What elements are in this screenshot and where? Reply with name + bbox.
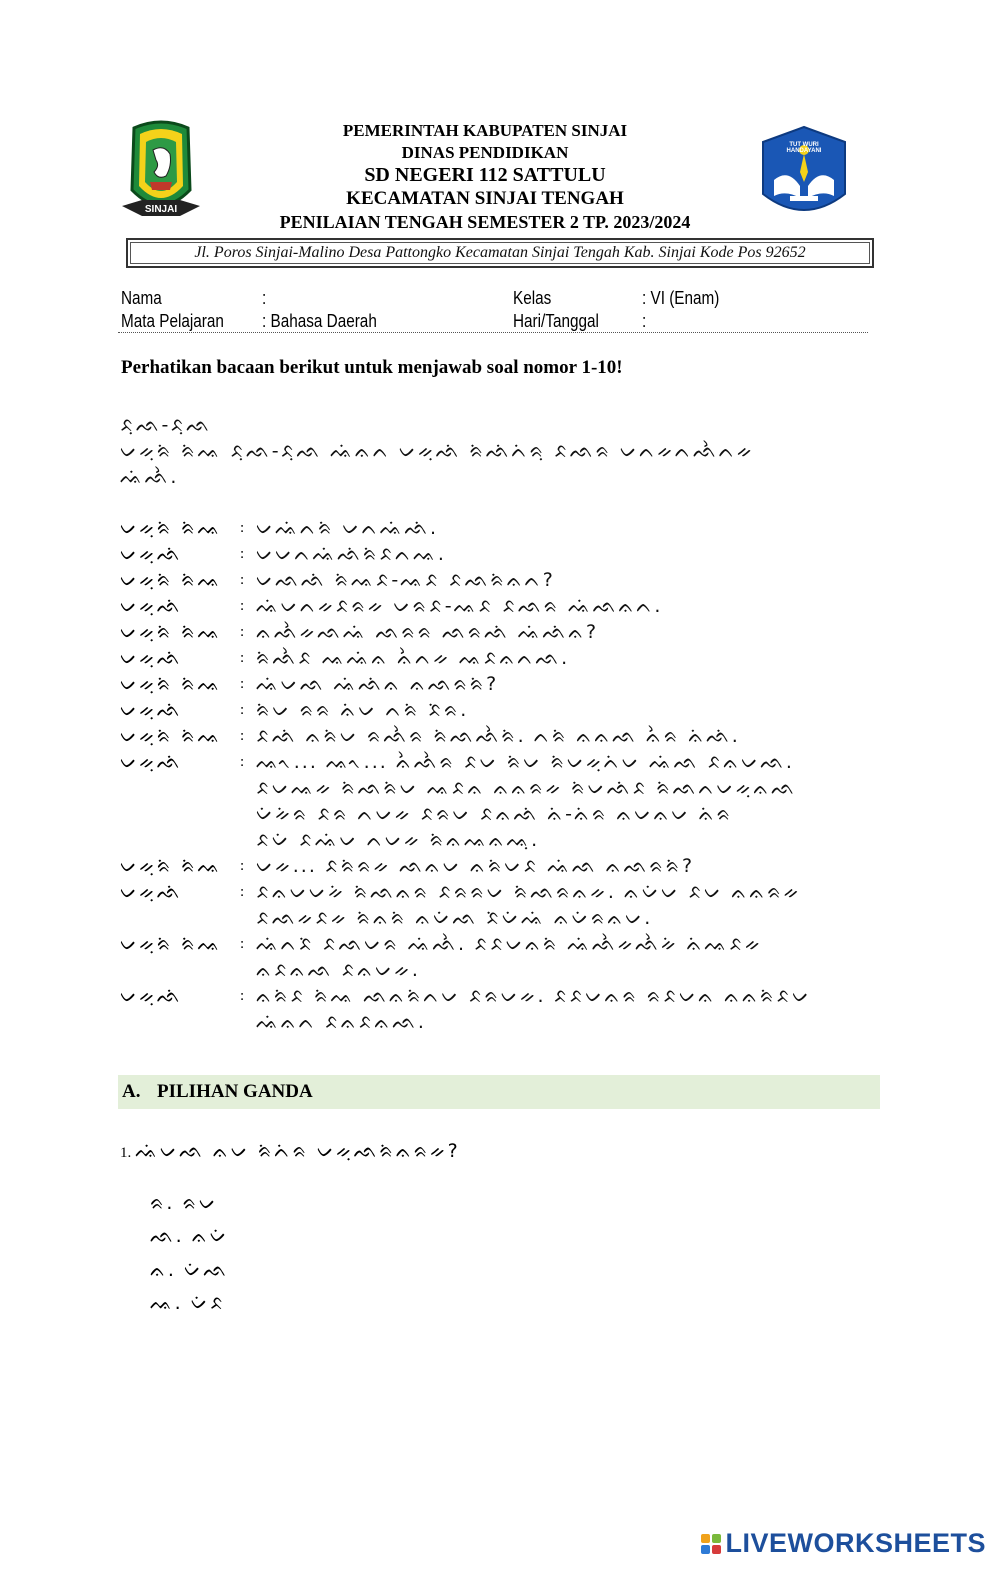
dialogue-colon: : (240, 650, 245, 666)
nama-value[interactable]: : (262, 288, 267, 308)
dialogue-text: ᨕᨚ... ᨕᨚ... ᨊᨛᨒᨛᨑ ᨅᨆ ᨑᨗᨆ ᨑᨗᨆᨀᨘᨈᨗᨆ ᨕᨗᨒ ᨅᨊᨆᨒ. (256, 751, 794, 773)
instruction: Perhatikan bacaan berikut untuk menjawab soal nomor 1-10! (121, 357, 623, 378)
dialogue-speaker: ᨆᨀᨘᨑᨗ ᨑᨗᨕ (120, 569, 223, 591)
option-a[interactable] (150, 1192, 218, 1214)
right-logo-label: TUT WURI HANDAYANI (786, 142, 822, 154)
liveworksheets-logo-icon (701, 1534, 721, 1554)
kelas-value: : VI (Enam) (642, 288, 720, 308)
nama-label: Nama (121, 288, 162, 308)
question-text: ᨕᨗᨆᨒ ᨊᨆ ᨑᨗᨈᨗᨑ ᨆᨀᨘᨒᨑᨗᨊᨑᨀ? (135, 1140, 460, 1162)
section-a-title: PILIHAN GANDA (157, 1081, 313, 1102)
dialogue-speaker: ᨆᨀᨘᨒᨗ (120, 595, 183, 617)
hari-value[interactable]: : (642, 311, 647, 331)
dialogue-text-cont: ᨕᨗᨊᨈ ᨅᨊᨅᨊᨒ. (256, 1011, 426, 1033)
dialogue-text: ᨊᨒᨛᨀᨒᨕᨗ ᨒᨑᨑ ᨒᨑᨒᨗ ᨕᨗᨒᨗᨊ? (256, 621, 599, 643)
left-logo (120, 120, 202, 230)
option-c[interactable] (150, 1259, 229, 1281)
dialogue-colon: : (240, 702, 245, 718)
dialogue-text-cont: ᨅᨆᨗ ᨅᨕᨗᨆ ᨈᨆᨀ ᨑᨗᨊᨕᨊᨕᨘ. (256, 829, 540, 851)
dialogue-speaker: ᨆᨀᨘᨑᨗ ᨑᨗᨕ (120, 673, 223, 695)
reading-intro: ᨆᨀᨘᨑᨗ ᨑᨗᨕ ᨅᨘᨒ-ᨅᨘᨒ ᨕᨗᨊᨈ ᨆᨀᨘᨒᨗ ᨑᨗᨒᨗᨈᨗᨑᨘ ᨅᨒᨑ ᨆᨈᨀᨈᨒᨛᨈᨀ (120, 440, 755, 462)
address-box (126, 238, 874, 268)
mapel-label: Mata Pelajaran (121, 311, 224, 331)
dialogue-text: ᨑᨗᨒᨛᨅ ᨕᨕᨗᨊ ᨊᨛᨈᨀ ᨕᨅᨊᨈᨒ. (256, 647, 570, 669)
dialogue-speaker: ᨆᨀᨘᨒᨗ (120, 543, 183, 565)
dialogue-speaker: ᨆᨀᨘᨒᨗ (120, 985, 183, 1007)
left-logo-label: SINJAI (144, 204, 178, 215)
dialogue-colon: : (240, 988, 245, 1004)
dialogue-speaker: ᨆᨀᨘᨑᨗ ᨑᨗᨕ (120, 933, 223, 955)
option-text: ᨑᨆ (182, 1192, 219, 1214)
dialogue-text: ᨊᨑᨗᨅ ᨑᨗᨕ ᨒᨊᨑᨗᨈᨆ ᨅᨑᨆᨀ. ᨅᨅᨆᨊᨑ ᨑᨅᨆᨊ ᨊᨊᨑᨗᨅᨆ (256, 985, 812, 1007)
dialogue-text: ᨅᨒᨗ ᨊᨑᨗᨆ ᨑᨒᨛᨑ ᨑᨗᨒᨒᨛᨑᨗ. ᨈᨑᨗ ᨊᨊᨒ ᨊᨛᨑ ᨊᨗᨒᨗ. (256, 725, 740, 747)
dialogue-text: ᨑᨗᨆ ᨑᨑ ᨊᨗᨆ ᨈᨑᨗ ᨅᨗᨑ. (256, 699, 469, 721)
section-a-label: A. (122, 1081, 141, 1102)
dialogue-text: ᨕᨗᨆᨒ ᨕᨗᨒᨗᨊ ᨊᨒᨑᨑᨗ? (256, 673, 499, 695)
dialogue-text: ᨆᨒᨒᨗ ᨑᨗᨕᨅ-ᨕᨅ ᨅᨒᨑᨗᨊᨈ? (256, 569, 555, 591)
right-logo (752, 124, 856, 228)
option-letter: ᨒ. (150, 1225, 184, 1247)
tut-wuri-handayani-icon (752, 124, 856, 228)
dialogue-colon: : (240, 546, 245, 562)
option-d[interactable] (150, 1292, 226, 1314)
option-text: ᨆᨗᨒ (184, 1259, 229, 1281)
option-letter: ᨑ. (150, 1192, 175, 1214)
dialogue-speaker: ᨆᨀᨘᨒᨗ (120, 699, 183, 721)
question-number: 1. (120, 1145, 132, 1161)
dialogue-colon: : (240, 520, 245, 536)
dialogue-colon: : (240, 936, 245, 952)
dialogue-colon: : (240, 676, 245, 692)
mapel-value: : Bahasa Daerah (262, 311, 377, 331)
dialogue-colon: : (240, 884, 245, 900)
address-text: Jl. Poros Sinjai-Malino Desa Pattongko Kecamatan Sinjai Tengah Kab. Sinjai Kode Pos 92652 (194, 244, 806, 261)
dialogue-text: ᨆᨀ... ᨅᨑᨗᨑᨀ ᨒᨊᨆ ᨊᨑᨗᨆᨅ ᨕᨗᨒ ᨊᨒᨑᨑᨗ? (256, 855, 695, 877)
option-letter: ᨕ. (150, 1292, 183, 1314)
dialogue-speaker: ᨆᨀᨘᨑᨗ ᨑᨗᨕ (120, 725, 223, 747)
dialogue-text-cont: ᨅᨒᨀᨅᨀ ᨑᨗᨊᨑᨗ ᨊᨆᨗᨒ ᨅᨗᨆᨗᨕᨗ ᨊᨆᨗᨑᨊᨆ. (256, 907, 653, 929)
dialogue-colon: : (240, 858, 245, 874)
dialogue-text: ᨕᨗᨆᨈᨀᨅᨑᨀ ᨆᨑᨅ-ᨕᨅ ᨅᨒᨑ ᨕᨗᨒᨊᨈ. (256, 595, 663, 617)
question-1 (120, 1140, 460, 1162)
option-b[interactable] (150, 1225, 229, 1247)
header-district: KECAMATAN SINJAI TENGAH (346, 188, 624, 209)
dialogue-text-cont: ᨅᨆᨕᨀ ᨑᨗᨒᨑᨗᨆ ᨕᨅᨊ ᨊᨊᨑᨀ ᨑᨗᨆᨒᨗᨅ ᨑᨗᨒᨈᨆᨀᨘᨊᨒ (256, 777, 797, 799)
option-letter: ᨊ. (150, 1259, 176, 1281)
liveworksheets-brand[interactable] (701, 1528, 986, 1559)
reading-title: ᨅᨘᨒ-ᨅᨘᨒ (120, 414, 212, 436)
dialogue-speaker: ᨆᨀᨘᨑᨗ ᨑᨗᨕ (120, 517, 223, 539)
option-text: ᨆᨗᨅ (190, 1292, 226, 1314)
header-school: SD NEGERI 112 SATTULU (364, 164, 606, 186)
dialogue-colon: : (240, 754, 245, 770)
dialogue-speaker: ᨆᨀᨘᨑᨗ ᨑᨗᨕ (120, 621, 223, 643)
section-a-header (118, 1075, 880, 1109)
kelas-label: Kelas (513, 288, 552, 308)
dialogue-text: ᨕᨗᨈᨅᨗ ᨅᨒᨆᨑ ᨕᨗᨒᨛ. ᨅᨅᨆᨊᨑᨗ ᨕᨗᨒᨛᨀᨒᨛᨀᨗ ᨊᨗᨕᨅᨀ (256, 933, 763, 955)
dialogue-colon: : (240, 598, 245, 614)
dialogue-text: ᨆᨆᨈᨕᨗᨒᨗᨑᨗᨅᨈᨕ. (256, 543, 446, 565)
dialogue-colon: : (240, 728, 245, 744)
dialogue-text: ᨆᨕᨗᨈᨑᨗ ᨆᨈᨕᨗᨒᨗ. (256, 517, 439, 539)
option-text: ᨊᨆᨗ (191, 1225, 229, 1247)
dialogue-text-cont: ᨊᨅᨊᨒ ᨅᨊᨆᨀ. (256, 959, 420, 981)
dialogue-text: ᨅᨊᨆᨆᨀᨗ ᨑᨗᨒᨊᨑ ᨅᨑᨑᨆ ᨑᨗᨒᨑᨊᨀ. ᨊᨆᨗᨆ ᨅᨆ ᨊᨊᨑᨀ (256, 881, 802, 903)
dialogue-colon: : (240, 572, 245, 588)
hari-label: Hari/Tanggal (513, 311, 599, 331)
dialogue-speaker: ᨆᨀᨘᨑᨗ ᨑᨗᨕ (120, 855, 223, 877)
identity-divider (118, 332, 868, 333)
dialogue-speaker: ᨆᨀᨘᨒᨗ (120, 881, 183, 903)
reading-intro-cont: ᨕᨗᨒᨛ. (120, 466, 179, 488)
dialogue-speaker: ᨆᨀᨘᨒᨗ (120, 751, 183, 773)
brand-text: LIVEWORKSHEETS (725, 1528, 986, 1558)
header-dinas: DINAS PENDIDIKAN (401, 143, 569, 162)
dialogue-colon: : (240, 624, 245, 640)
header-exam: PENILAIAN TENGAH SEMESTER 2 TP. 2023/2024 (279, 212, 691, 232)
dialogue-speaker: ᨆᨀᨘᨒᨗ (120, 647, 183, 669)
header-government: PEMERINTAH KABUPATEN SINJAI (342, 121, 628, 140)
dialogue-text-cont: ᨆᨗᨀᨗᨑ ᨅᨑ ᨈᨆᨀ ᨅᨑᨆ ᨅᨊᨒᨗ ᨊᨗ-ᨊᨗᨑ ᨊᨆᨊᨆ ᨊᨗᨑ (256, 803, 733, 825)
